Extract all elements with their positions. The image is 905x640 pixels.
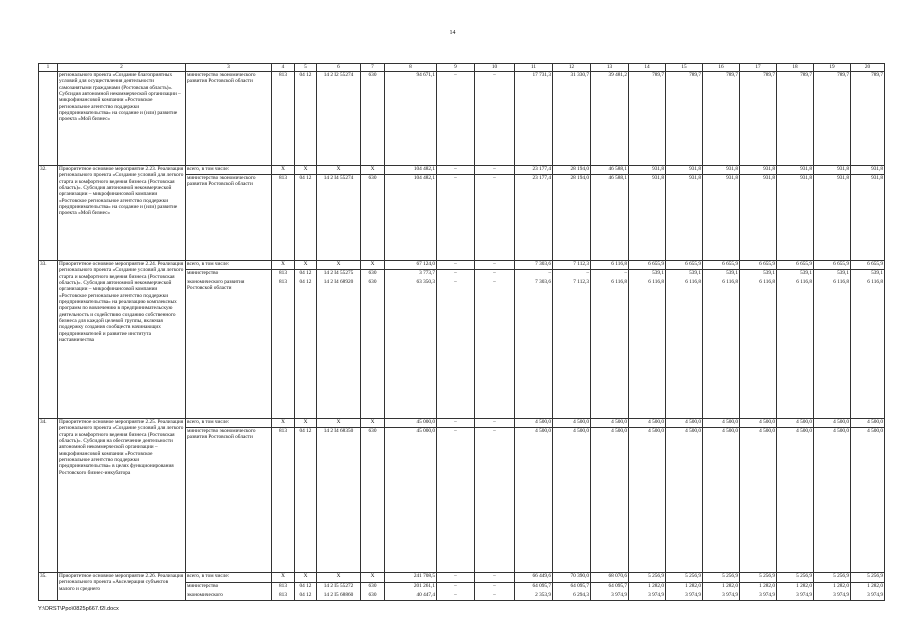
value-cell: 6 655,9 bbox=[629, 261, 666, 270]
value-cell: 813 bbox=[272, 175, 295, 261]
value-cell: Х bbox=[272, 419, 295, 428]
value-cell: Х bbox=[295, 573, 317, 583]
value-cell: Х bbox=[317, 419, 361, 428]
column-number-header-row bbox=[39, 64, 885, 72]
value-cell: – bbox=[475, 279, 515, 419]
value-cell: 931,8 bbox=[703, 166, 740, 175]
executor-cell: министерство экономического развития Ростовской области bbox=[186, 175, 272, 261]
value-cell: 14 2 I4 55275 bbox=[317, 270, 361, 279]
value-cell: – bbox=[475, 270, 515, 279]
value-cell: 3 974,9 bbox=[591, 592, 629, 601]
column-number-cell: 12 bbox=[553, 64, 591, 72]
value-cell: 3 974,9 bbox=[629, 592, 666, 601]
value-cell: 539,1 bbox=[629, 270, 666, 279]
value-cell: 931,8 bbox=[666, 166, 703, 175]
value-cell: Х bbox=[361, 261, 385, 270]
executor-cell: всего, в том числе: bbox=[186, 166, 272, 175]
value-cell: 6 655,9 bbox=[703, 261, 740, 270]
value-cell: 931,8 bbox=[814, 175, 851, 261]
value-cell: 68 070,6 bbox=[591, 573, 629, 583]
value-cell: Х bbox=[272, 261, 295, 270]
value-cell: 4 500,0 bbox=[777, 428, 814, 573]
table-row bbox=[39, 166, 885, 175]
value-cell: 5 256,9 bbox=[814, 573, 851, 583]
value-cell: 1 282,0 bbox=[851, 583, 885, 592]
value-cell: 931,8 bbox=[851, 166, 885, 175]
column-number-cell: 16 bbox=[703, 64, 740, 72]
value-cell: 04 12 bbox=[295, 428, 317, 573]
value-cell: 6 116,8 bbox=[703, 279, 740, 419]
value-cell: 931,8 bbox=[629, 175, 666, 261]
value-cell: 94 671,1 bbox=[385, 72, 437, 166]
value-cell: – bbox=[553, 270, 591, 279]
value-cell: 6 116,8 bbox=[740, 279, 777, 419]
value-cell: 1 282,0 bbox=[629, 583, 666, 592]
value-cell: 4 500,0 bbox=[553, 419, 591, 428]
value-cell: 813 bbox=[272, 583, 295, 592]
value-cell: 04 12 bbox=[295, 592, 317, 601]
value-cell: – bbox=[437, 175, 475, 261]
column-number-cell: 11 bbox=[515, 64, 553, 72]
value-cell: 789,7 bbox=[703, 72, 740, 166]
value-cell: 1 282,0 bbox=[814, 583, 851, 592]
value-cell: 6 655,9 bbox=[851, 261, 885, 270]
value-cell: 630 bbox=[361, 270, 385, 279]
value-cell: 28 194,0 bbox=[553, 175, 591, 261]
value-cell: 3 974,9 bbox=[740, 592, 777, 601]
value-cell: 23 177,4 bbox=[515, 175, 553, 261]
value-cell: 5 256,9 bbox=[629, 573, 666, 583]
row-number-cell: 32. bbox=[39, 166, 58, 261]
value-cell: 5 256,9 bbox=[703, 573, 740, 583]
value-cell: 630 bbox=[361, 428, 385, 573]
file-path-footer: Y:\ORST\Ppo\0825p667.f2l.docx bbox=[38, 606, 119, 612]
value-cell: 5 256,9 bbox=[851, 573, 885, 583]
value-cell: 14 2 I5 55272 bbox=[317, 583, 361, 592]
row-number-cell: 35. bbox=[39, 573, 58, 601]
table-row bbox=[39, 419, 885, 428]
value-cell: 539,1 bbox=[814, 270, 851, 279]
value-cell: 7 303,6 bbox=[515, 279, 553, 419]
value-cell: Х bbox=[361, 573, 385, 583]
value-cell: 46 588,1 bbox=[591, 166, 629, 175]
table-row bbox=[39, 261, 885, 270]
value-cell: – bbox=[437, 419, 475, 428]
value-cell: 789,7 bbox=[777, 72, 814, 166]
value-cell: 1 282,0 bbox=[777, 583, 814, 592]
value-cell: 6 655,9 bbox=[740, 261, 777, 270]
value-cell: 539,1 bbox=[777, 270, 814, 279]
value-cell: 31 330,7 bbox=[553, 72, 591, 166]
column-number-cell: 9 bbox=[437, 64, 475, 72]
value-cell: 7 112,3 bbox=[553, 261, 591, 270]
column-number-cell: 10 bbox=[475, 64, 515, 72]
value-cell: 6 655,9 bbox=[814, 261, 851, 270]
value-cell: 241 708,5 bbox=[385, 573, 437, 583]
value-cell: – bbox=[437, 166, 475, 175]
executor-cell: министерство bbox=[186, 270, 272, 279]
value-cell: 931,8 bbox=[777, 175, 814, 261]
column-number-cell: 15 bbox=[666, 64, 703, 72]
value-cell: – bbox=[475, 592, 515, 601]
value-cell: – bbox=[437, 261, 475, 270]
value-cell: 4 500,0 bbox=[591, 419, 629, 428]
value-cell: 14 2 I4 68350 bbox=[317, 428, 361, 573]
value-cell: 4 500,0 bbox=[666, 428, 703, 573]
measure-name-cell: регионального проекта «Создание благоприятных условий для осуществления деятельности самозанятыми гражданами (Ростовская область)». Субсидия автономной некоммерческой организации – микрофинансовой компании «Ростовское региональное агентство поддержки предпринимательства» на создание и (или) развитие проекта «Мой бизнес» bbox=[58, 72, 186, 166]
column-number-cell: 7 bbox=[361, 64, 385, 72]
value-cell: 3 974,9 bbox=[851, 592, 885, 601]
value-cell: 3 974,9 bbox=[777, 592, 814, 601]
column-number-cell: 14 bbox=[629, 64, 666, 72]
measure-name-cell: Приоритетное основное мероприятие 2.24. Реализация регионального проекта «Создание условий для легкого старта и комфортного ведения бизнеса (Ростовская область)». Субсидия автономной некоммерческой организации – микрофинансовой компании «Ростовское региональное агентство поддержки предпринимательства» на реализацию комплексных программ по вовлечению в предпринимательскую деятельность и содействию созданию собственного бизнеса для каждой целевой группы, включая поддержку создания сообществ начинающих предпринимателей и развитие института наставничества bbox=[58, 261, 186, 419]
value-cell: 4 500,0 bbox=[814, 419, 851, 428]
value-cell: – bbox=[437, 583, 475, 592]
value-cell: 630 bbox=[361, 175, 385, 261]
column-number-cell: 18 bbox=[777, 64, 814, 72]
value-cell: 14 2 I4 55274 bbox=[317, 175, 361, 261]
value-cell: 45 000,0 bbox=[385, 428, 437, 573]
value-cell: 4 500,0 bbox=[703, 428, 740, 573]
executor-cell: всего, в том числе: bbox=[186, 419, 272, 428]
row-number-cell: 33. bbox=[39, 261, 58, 419]
value-cell: 4 500,0 bbox=[703, 419, 740, 428]
measure-name-cell: Приоритетное основное мероприятие 2.26. Реализация регионального проекта «Акселерация субъектов малого и среднего bbox=[58, 573, 186, 601]
value-cell: 64 095,7 bbox=[553, 583, 591, 592]
value-cell: 630 bbox=[361, 279, 385, 419]
value-cell: 46 588,1 bbox=[591, 175, 629, 261]
value-cell: 14 2 I5 68860 bbox=[317, 592, 361, 601]
program-table bbox=[38, 63, 885, 601]
value-cell: 04 12 bbox=[295, 279, 317, 419]
value-cell: 6 655,9 bbox=[777, 261, 814, 270]
value-cell: 1 282,0 bbox=[666, 583, 703, 592]
value-cell: 4 500,0 bbox=[851, 428, 885, 573]
value-cell: 28 194,0 bbox=[553, 166, 591, 175]
value-cell: 104 482,1 bbox=[385, 166, 437, 175]
measure-name-cell: Приоритетное основное мероприятие 2.23. Реализация регионального проекта «Создание условий для легкого старта и комфортного ведения бизнеса (Ростовская область)». Субсидия автономной некоммерческой организации – микрофинансовой компании «Ростовское региональное агентство поддержки предпринимательства» на создание и (или) развитие проекта «Мой бизнес» bbox=[58, 166, 186, 261]
value-cell: 539,1 bbox=[703, 270, 740, 279]
value-cell: 17 731,3 bbox=[515, 72, 553, 166]
value-cell: 6 116,8 bbox=[851, 279, 885, 419]
executor-cell: министерство bbox=[186, 583, 272, 592]
value-cell: 539,1 bbox=[666, 270, 703, 279]
value-cell: 4 500,0 bbox=[740, 419, 777, 428]
value-cell: 813 bbox=[272, 279, 295, 419]
column-number-cell: 2 bbox=[58, 64, 186, 72]
row-number-cell: 34. bbox=[39, 419, 58, 573]
column-number-cell: 5 bbox=[295, 64, 317, 72]
measure-name-cell: Приоритетное основное мероприятие 2.25. Реализация регионального проекта «Создание условий для легкого старта и комфортного ведения бизнеса (Ростовская область)». Субсидия на обеспечение деятельности автономной некоммерческой организации – микрофинансовой компании «Ростовское региональное агентство поддержки предпринимательства» в целях функционирования Ростовского бизнес-инкубатора bbox=[58, 419, 186, 573]
value-cell: Х bbox=[295, 261, 317, 270]
table-row bbox=[39, 72, 885, 166]
column-number-cell: 6 bbox=[317, 64, 361, 72]
value-cell: 70 390,0 bbox=[553, 573, 591, 583]
value-cell: 4 500,0 bbox=[591, 428, 629, 573]
value-cell: 789,7 bbox=[814, 72, 851, 166]
value-cell: 4 500,0 bbox=[814, 428, 851, 573]
column-number-cell: 4 bbox=[272, 64, 295, 72]
value-cell: 3 974,9 bbox=[666, 592, 703, 601]
value-cell: Х bbox=[272, 573, 295, 583]
value-cell: 789,7 bbox=[740, 72, 777, 166]
value-cell: 6 655,9 bbox=[666, 261, 703, 270]
value-cell: Х bbox=[295, 166, 317, 175]
value-cell: 7 112,3 bbox=[553, 279, 591, 419]
value-cell: 66 449,6 bbox=[515, 573, 553, 583]
value-cell: 1 282,0 bbox=[740, 583, 777, 592]
value-cell: – bbox=[475, 419, 515, 428]
executor-cell: министерство экономического развития Ростовской области bbox=[186, 72, 272, 166]
value-cell: 04 12 bbox=[295, 270, 317, 279]
value-cell: 201 261,1 bbox=[385, 583, 437, 592]
value-cell: 45 000,0 bbox=[385, 419, 437, 428]
value-cell: 813 bbox=[272, 270, 295, 279]
value-cell: 539,1 bbox=[851, 270, 885, 279]
value-cell: 63 350,3 bbox=[385, 279, 437, 419]
column-number-cell: 8 bbox=[385, 64, 437, 72]
value-cell: – bbox=[475, 72, 515, 166]
value-cell: 630 bbox=[361, 583, 385, 592]
value-cell: 5 256,9 bbox=[666, 573, 703, 583]
value-cell: – bbox=[475, 573, 515, 583]
value-cell: 931,8 bbox=[703, 175, 740, 261]
value-cell: 813 bbox=[272, 592, 295, 601]
value-cell: 630 bbox=[361, 592, 385, 601]
value-cell: 3 974,9 bbox=[814, 592, 851, 601]
value-cell: 931,8 bbox=[814, 166, 851, 175]
value-cell: – bbox=[437, 592, 475, 601]
value-cell: – bbox=[591, 270, 629, 279]
value-cell: – bbox=[437, 279, 475, 419]
table-row bbox=[39, 573, 885, 583]
value-cell: 789,7 bbox=[666, 72, 703, 166]
value-cell: 789,7 bbox=[851, 72, 885, 166]
value-cell: Х bbox=[361, 166, 385, 175]
value-cell: 40 447,4 bbox=[385, 592, 437, 601]
value-cell: 2 353,9 bbox=[515, 592, 553, 601]
value-cell: 6 116,8 bbox=[777, 279, 814, 419]
value-cell: 4 500,0 bbox=[553, 428, 591, 573]
value-cell: 04 12 bbox=[295, 583, 317, 592]
executor-cell: всего, в том числе: bbox=[186, 573, 272, 583]
value-cell: 789,7 bbox=[629, 72, 666, 166]
value-cell: Х bbox=[295, 419, 317, 428]
value-cell: 14 2 I4 68920 bbox=[317, 279, 361, 419]
value-cell: 23 177,4 bbox=[515, 166, 553, 175]
value-cell: 3 773,7 bbox=[385, 270, 437, 279]
value-cell: 04 12 bbox=[295, 175, 317, 261]
value-cell: – bbox=[515, 270, 553, 279]
value-cell: 64 095,7 bbox=[515, 583, 553, 592]
column-number-cell: 17 bbox=[740, 64, 777, 72]
executor-cell: министерство экономического развития Ростовской области bbox=[186, 428, 272, 573]
value-cell: 5 256,9 bbox=[777, 573, 814, 583]
value-cell: 7 303,6 bbox=[515, 261, 553, 270]
value-cell: 931,8 bbox=[740, 166, 777, 175]
column-number-cell: 20 bbox=[851, 64, 885, 72]
column-number-cell: 1 bbox=[39, 64, 58, 72]
executor-cell: всего, в том числе: bbox=[186, 261, 272, 270]
value-cell: 4 500,0 bbox=[666, 419, 703, 428]
value-cell: 4 500,0 bbox=[740, 428, 777, 573]
value-cell: 3 974,9 bbox=[703, 592, 740, 601]
value-cell: 64 095,7 bbox=[591, 583, 629, 592]
value-cell: 6 116,8 bbox=[591, 261, 629, 270]
value-cell: – bbox=[475, 166, 515, 175]
value-cell: 04 12 bbox=[295, 72, 317, 166]
value-cell: – bbox=[475, 583, 515, 592]
value-cell: 4 500,0 bbox=[515, 419, 553, 428]
value-cell: Х bbox=[317, 573, 361, 583]
executor-cell: экономического развития Ростовской области bbox=[186, 279, 272, 419]
value-cell: 931,8 bbox=[851, 175, 885, 261]
value-cell: 6 116,8 bbox=[814, 279, 851, 419]
value-cell: 4 500,0 bbox=[777, 419, 814, 428]
value-cell: 931,8 bbox=[666, 175, 703, 261]
value-cell: – bbox=[475, 175, 515, 261]
value-cell: – bbox=[437, 270, 475, 279]
column-number-cell: 3 bbox=[186, 64, 272, 72]
value-cell: 931,8 bbox=[777, 166, 814, 175]
page-number: 14 bbox=[449, 30, 456, 36]
value-cell: 6 116,8 bbox=[591, 279, 629, 419]
value-cell: 67 124,0 bbox=[385, 261, 437, 270]
value-cell: Х bbox=[272, 166, 295, 175]
value-cell: Х bbox=[317, 166, 361, 175]
value-cell: 4 500,0 bbox=[851, 419, 885, 428]
column-number-cell: 19 bbox=[814, 64, 851, 72]
value-cell: – bbox=[437, 72, 475, 166]
executor-cell: экономического bbox=[186, 592, 272, 601]
value-cell: 813 bbox=[272, 72, 295, 166]
value-cell: 39 481,2 bbox=[591, 72, 629, 166]
value-cell: – bbox=[475, 261, 515, 270]
value-cell: 931,8 bbox=[629, 166, 666, 175]
value-cell: Х bbox=[317, 261, 361, 270]
value-cell: 4 500,0 bbox=[629, 419, 666, 428]
value-cell: 6 116,8 bbox=[629, 279, 666, 419]
value-cell: 104 482,1 bbox=[385, 175, 437, 261]
value-cell: 813 bbox=[272, 428, 295, 573]
value-cell: – bbox=[437, 573, 475, 583]
value-cell: – bbox=[437, 428, 475, 573]
value-cell: 539,1 bbox=[740, 270, 777, 279]
value-cell: 4 500,0 bbox=[629, 428, 666, 573]
value-cell: 931,8 bbox=[740, 175, 777, 261]
row-number-cell bbox=[39, 72, 58, 166]
value-cell: 4 500,0 bbox=[515, 428, 553, 573]
value-cell: 6 116,8 bbox=[666, 279, 703, 419]
column-number-cell: 13 bbox=[591, 64, 629, 72]
value-cell: 5 256,9 bbox=[740, 573, 777, 583]
value-cell: 6 294,3 bbox=[553, 592, 591, 601]
value-cell: Х bbox=[361, 419, 385, 428]
value-cell: – bbox=[475, 428, 515, 573]
value-cell: 14 2 I2 55274 bbox=[317, 72, 361, 166]
value-cell: 630 bbox=[361, 72, 385, 166]
value-cell: 1 282,0 bbox=[703, 583, 740, 592]
